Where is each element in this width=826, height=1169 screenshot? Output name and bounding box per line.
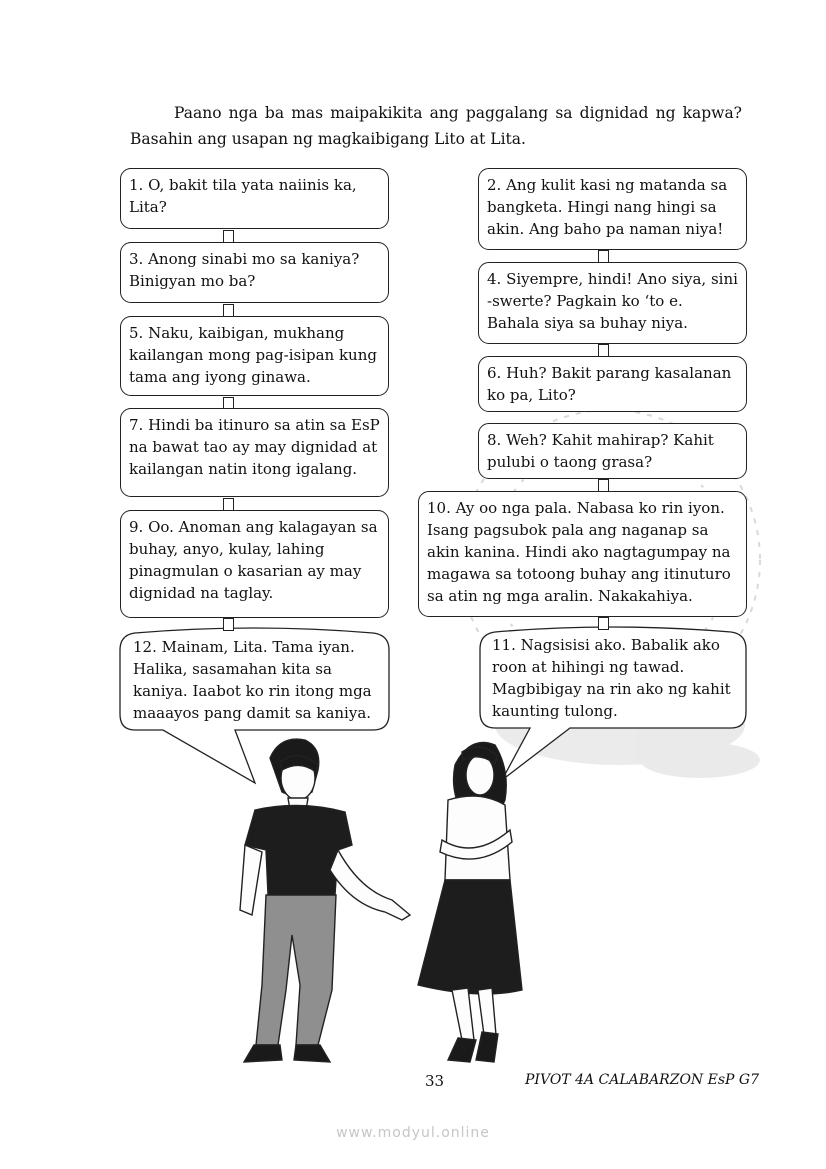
dialogue-box-8: 8. Weh? Kahit mahirap? Kahit pulubi o taong grasa? [478,423,747,479]
dialogue-box-5: 5. Naku, kaibigan, mukhang kailangan mong pag-isipan kung tama ang iyong ginawa. [120,316,389,396]
dialogue-box-2: 2. Ang kulit kasi ng matanda sa bangketa. Hingi nang hingi sa akin. Ang baho pa naman niya! [478,168,747,250]
intro-paragraph [130,100,742,152]
dialogue-box-1: 1. O, bakit tila yata naiinis ka, Lita? [120,168,389,229]
connector [598,617,609,630]
footer-title: PIVOT 4A CALABARZON EsP G7 [525,1072,759,1088]
bubble-text-11: 11. Nagsisisi ako. Babalik ako roon at hihingi ng tawad. Magbibigay na rin ako ng kahit kaunting tulong. [492,636,731,720]
dialogue-box-7: 7. Hindi ba itinuro sa atin sa EsP na bawat tao ay may dignidad at kailangan natin itong igalang. [120,408,389,497]
dialogue-box-9: 9. Oo. Anoman ang kalagayan sa buhay, anyo, kulay, lahing pinagmulan o kasarian ay may dignidad na taglay. [120,510,389,618]
dialogue-box-6: 6. Huh? Bakit parang kasalanan ko pa, Lito? [478,356,747,412]
intro-line-2: Basahin ang usapan ng magkaibigang Lito at Lita. [130,130,526,148]
intro-line-1: Paano nga ba mas maipakikita ang paggalang sa dignidad ng kapwa? [174,104,742,122]
bubble-text-12: 12. Mainam, Lita. Tama iyan. Halika, sasamahan kita sa kaniya. Iaabot ko rin itong mga maaayos pang damit sa kaniya. [133,638,372,722]
page-number: 33 [425,1072,445,1090]
lito-figure [240,739,410,1062]
dialogue-box-10: 10. Ay oo nga pala. Nabasa ko rin iyon. Isang pagsubok pala ang naganap sa akin kanina. Hindi ako nagtagumpay na magawa sa totoong buhay ang itinuturo sa atin ng mga aralin. Nakakahiya. [418,491,747,617]
connector [223,618,234,631]
dialogue-box-4: 4. Siyempre, hindi! Ano siya, sini -swerte? Pagkain ko ‘to e. Bahala siya sa buhay niya. [478,262,747,344]
lita-figure [418,743,522,1063]
site-watermark: www.modyul.online [336,1125,490,1141]
dialogue-box-3: 3. Anong sinabi mo sa kaniya? Binigyan mo ba? [120,242,389,303]
